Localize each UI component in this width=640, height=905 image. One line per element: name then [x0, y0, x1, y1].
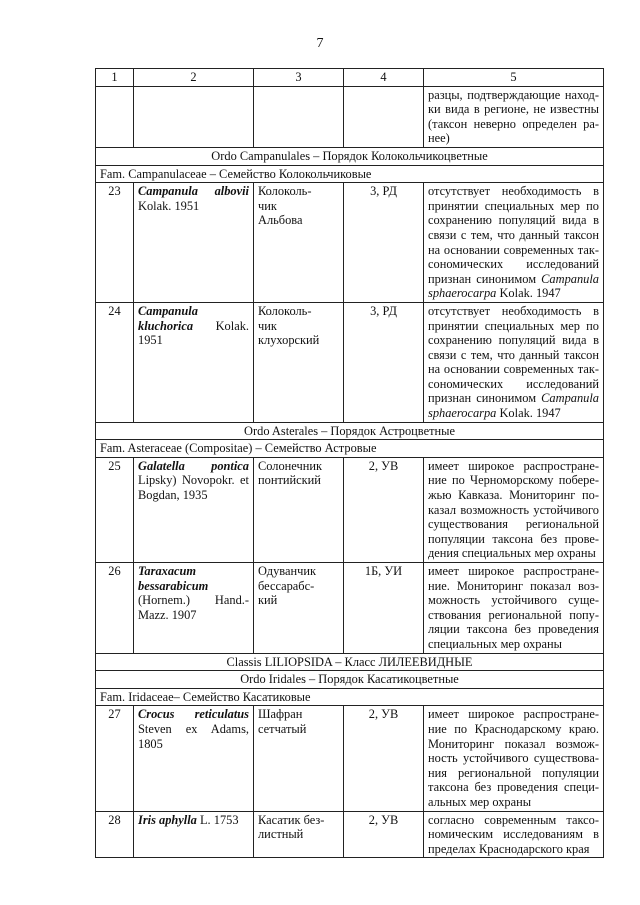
synonym-author: Kolak. 1947 [499, 286, 561, 301]
synonym-author: Kolak. 1947 [499, 406, 561, 421]
latin-name: Galatella pontica [138, 458, 249, 473]
species-author: Steven ex Adams, 1805 [138, 721, 249, 751]
empty-cell [344, 86, 424, 147]
order-row [96, 671, 604, 689]
continuation-text: разцы, подтверждающие наход-ки вида в регионе, не известны (таксон неверно определен ра-нее) [424, 86, 604, 147]
latin-name: Campanula albovii [138, 184, 249, 199]
species-name-cell [134, 811, 254, 858]
family-title: Fam. Campanulaceae – Семейство Колокольчиковые [96, 165, 604, 183]
category: 2, УВ [344, 811, 424, 858]
latin-name: Iris aphylla [138, 812, 197, 827]
exclusion-reason: согласно современным таксо-номическим исследованиям в пределах Краснодарского края [424, 811, 604, 858]
empty-cell [96, 86, 134, 147]
exclusion-reason [424, 302, 604, 422]
latin-name: Campanula kluchorica [138, 303, 198, 333]
species-author: (Hornem.) Hand.-Mazz. 1907 [138, 593, 249, 622]
column-header: 1 [96, 69, 134, 87]
table-row [96, 183, 604, 303]
order-title: Ordo Campanulales – Порядок Колокольчикоцветные [96, 147, 604, 165]
species-number: 24 [96, 302, 134, 422]
family-title: Fam. Iridaceae– Семейство Касатиковые [96, 688, 604, 706]
species-name-cell [134, 302, 254, 422]
page-number: 7 [316, 36, 324, 51]
russian-name: Одуванчик бессарабс- кий [254, 563, 344, 654]
category: 2, УВ [344, 457, 424, 562]
species-table [95, 68, 604, 858]
species-number: 23 [96, 183, 134, 303]
russian-name: Солонечник понтийский [254, 457, 344, 562]
species-name-cell [134, 183, 254, 303]
reason-text: отсутствует необходимость в принятии специальных мер по сохранению популяций вида в связи с тем, что данный таксон на основании современных так-сономических исследований признан синонимом [428, 184, 599, 286]
latin-name: Crocus reticulatus [138, 707, 249, 722]
synonym-name: Campanula sphaerocarpa [428, 271, 599, 301]
category: 1Б, УИ [344, 563, 424, 654]
reason-text: отсутствует необходимость в принятии специальных мер по сохранению популяций вида в связи с тем, что данный таксон на основании современных так-сономических исследований признан синонимом [428, 303, 599, 406]
species-number: 27 [96, 706, 134, 811]
species-author: L. 1753 [199, 812, 239, 827]
species-author: Kolak. 1951 [138, 198, 200, 213]
species-number: 28 [96, 811, 134, 858]
table-row [96, 706, 604, 811]
table-row [96, 811, 604, 858]
russian-name: Касатик без- листный [254, 811, 344, 858]
family-row [96, 165, 604, 183]
family-row [96, 688, 604, 706]
class-title: Classis LILIOPSIDA – Класс ЛИЛЕЕВИДНЫЕ [96, 653, 604, 671]
family-row [96, 440, 604, 458]
class-row [96, 653, 604, 671]
category: 3, РД [344, 302, 424, 422]
table-row [96, 86, 604, 147]
column-header: 5 [424, 69, 604, 87]
order-row [96, 422, 604, 440]
species-name-cell [134, 563, 254, 654]
category: 2, УВ [344, 706, 424, 811]
empty-cell [254, 86, 344, 147]
species-number: 25 [96, 457, 134, 562]
table-row [96, 457, 604, 562]
exclusion-reason: имеет широкое распростране-ние по Черноморскому побере-жью Кавказа. Мониторинг по-казал возможность устойчивого существования региональной популяции таксона без прове-дения специальных мер охраны [424, 457, 604, 562]
table-row [96, 302, 604, 422]
empty-cell [134, 86, 254, 147]
category: 3, РД [344, 183, 424, 303]
family-title: Fam. Asteraceae (Compositae) – Семейство Астровые [96, 440, 604, 458]
column-header: 3 [254, 69, 344, 87]
column-header: 2 [134, 69, 254, 87]
order-title: Ordo Iridales – Порядок Касатикоцветные [96, 671, 604, 689]
table-header-row [96, 69, 604, 87]
species-author: Lipsky) Novopokr. et Bogdan, 1935 [138, 473, 249, 503]
column-header: 4 [344, 69, 424, 87]
order-title: Ordo Asterales – Порядок Астроцветные [96, 422, 604, 440]
table-row [96, 563, 604, 654]
species-name-cell [134, 457, 254, 562]
species-number: 26 [96, 563, 134, 654]
order-row [96, 147, 604, 165]
russian-name: Шафран сетчатый [254, 706, 344, 811]
synonym-name: Campanula sphaerocarpa [428, 391, 599, 421]
russian-name: Колоколь- чик Альбова [254, 183, 344, 303]
exclusion-reason: имеет широкое распростране-ние. Мониторинг показал воз-можность устойчивого суще-ствования региональной попу-ляции таксона без проведения специальных мер охраны [424, 563, 604, 654]
latin-name: Taraxacum bessarabicum [138, 564, 209, 593]
species-name-cell [134, 706, 254, 811]
exclusion-reason: имеет широкое распростране-ние по Краснодарскому краю. Мониторинг показал возмож-ность устойчивого существова-ния региональной популяции таксона без проведения специ-альных мер охраны [424, 706, 604, 811]
exclusion-reason [424, 183, 604, 303]
species-author: Kolak. 1951 [138, 318, 249, 348]
russian-name: Колоколь- чик клухорский [254, 302, 344, 422]
